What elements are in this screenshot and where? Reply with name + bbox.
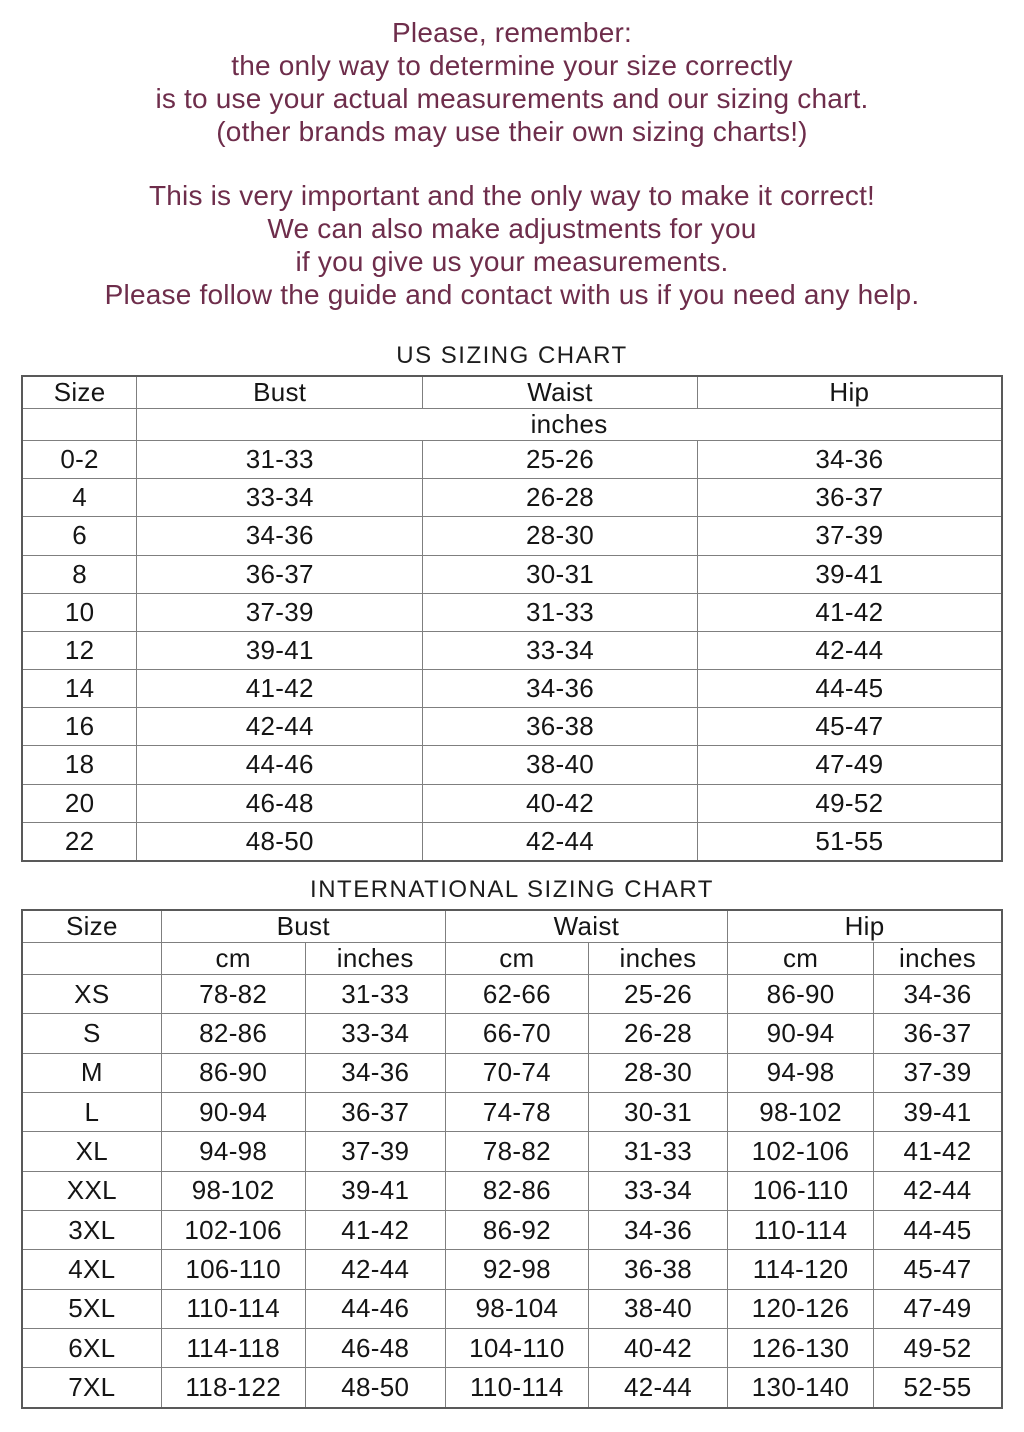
size-cell: 22 bbox=[22, 822, 137, 861]
measurement-cell: 34-36 bbox=[874, 975, 1002, 1014]
measurement-cell: 33-34 bbox=[305, 1014, 445, 1053]
table-row bbox=[22, 1171, 1002, 1210]
measurement-cell: 94-98 bbox=[728, 1053, 874, 1092]
measurement-cell: 36-37 bbox=[874, 1014, 1002, 1053]
measurement-cell: 31-33 bbox=[137, 441, 423, 479]
size-cell: L bbox=[22, 1093, 161, 1132]
measurement-cell: 106-110 bbox=[728, 1171, 874, 1210]
table-row bbox=[22, 1250, 1002, 1289]
measurement-cell: 51-55 bbox=[697, 822, 1002, 861]
size-cell: XL bbox=[22, 1132, 161, 1171]
measurement-cell: 36-38 bbox=[423, 708, 697, 746]
measurement-cell: 62-66 bbox=[445, 975, 588, 1014]
table-row bbox=[22, 517, 1002, 555]
measurement-cell: 118-122 bbox=[161, 1368, 305, 1408]
table-row bbox=[22, 1093, 1002, 1132]
intl-sizing-table bbox=[21, 909, 1003, 1409]
measurement-cell: 42-44 bbox=[588, 1368, 727, 1408]
paragraph-gap bbox=[0, 148, 1024, 179]
empty-cell bbox=[22, 943, 161, 975]
measurement-cell: 42-44 bbox=[697, 631, 1002, 669]
table-row bbox=[22, 631, 1002, 669]
size-cell: 6 bbox=[22, 517, 137, 555]
size-cell: 4 bbox=[22, 479, 137, 517]
size-cell: 5XL bbox=[22, 1289, 161, 1328]
measurement-cell: 86-90 bbox=[728, 975, 874, 1014]
column-header-size: Size bbox=[22, 376, 137, 409]
measurement-cell: 49-52 bbox=[697, 784, 1002, 822]
measurement-cell: 106-110 bbox=[161, 1250, 305, 1289]
size-cell: 0-2 bbox=[22, 441, 137, 479]
table-row bbox=[22, 1368, 1002, 1408]
size-cell: 12 bbox=[22, 631, 137, 669]
measurement-cell: 78-82 bbox=[161, 975, 305, 1014]
intro-line: This is very important and the only way to make it correct! bbox=[148, 180, 876, 211]
measurement-cell: 40-42 bbox=[588, 1329, 727, 1368]
intro-line: (other brands may use their own sizing charts!) bbox=[216, 116, 808, 147]
measurement-cell: 98-104 bbox=[445, 1289, 588, 1328]
empty-cell bbox=[22, 409, 137, 441]
intro-line: if you give us your measurements. bbox=[295, 246, 729, 277]
measurement-cell: 37-39 bbox=[305, 1132, 445, 1171]
table-row bbox=[22, 479, 1002, 517]
measurement-cell: 36-38 bbox=[588, 1250, 727, 1289]
table-row bbox=[22, 746, 1002, 784]
measurement-cell: 86-92 bbox=[445, 1211, 588, 1250]
header-row bbox=[22, 376, 1002, 409]
measurement-cell: 36-37 bbox=[305, 1093, 445, 1132]
measurement-cell: 98-102 bbox=[728, 1093, 874, 1132]
measurement-cell: 47-49 bbox=[697, 746, 1002, 784]
measurement-cell: 41-42 bbox=[305, 1211, 445, 1250]
measurement-cell: 86-90 bbox=[161, 1053, 305, 1092]
units-cell-waist-inches: inches bbox=[588, 943, 727, 975]
measurement-cell: 28-30 bbox=[588, 1053, 727, 1092]
measurement-cell: 46-48 bbox=[305, 1329, 445, 1368]
table-row bbox=[22, 670, 1002, 708]
measurement-cell: 82-86 bbox=[161, 1014, 305, 1053]
measurement-cell: 39-41 bbox=[137, 631, 423, 669]
intro-line: the only way to determine your size correctly bbox=[231, 50, 793, 81]
measurement-cell: 39-41 bbox=[874, 1093, 1002, 1132]
measurement-cell: 92-98 bbox=[445, 1250, 588, 1289]
measurement-cell: 36-37 bbox=[697, 479, 1002, 517]
intro-text bbox=[0, 0, 1024, 311]
measurement-cell: 39-41 bbox=[697, 555, 1002, 593]
column-header-hip: Hip bbox=[697, 376, 1002, 409]
measurement-cell: 25-26 bbox=[423, 441, 697, 479]
size-cell: XS bbox=[22, 975, 161, 1014]
measurement-cell: 31-33 bbox=[305, 975, 445, 1014]
measurement-cell: 104-110 bbox=[445, 1329, 588, 1368]
measurement-cell: 45-47 bbox=[697, 708, 1002, 746]
table-row bbox=[22, 555, 1002, 593]
measurement-cell: 26-28 bbox=[588, 1014, 727, 1053]
measurement-cell: 42-44 bbox=[874, 1171, 1002, 1210]
measurement-cell: 37-39 bbox=[697, 517, 1002, 555]
us-chart-title: US SIZING CHART bbox=[396, 342, 628, 369]
size-cell: 10 bbox=[22, 593, 137, 631]
measurement-cell: 110-114 bbox=[161, 1289, 305, 1328]
measurement-cell: 34-36 bbox=[588, 1211, 727, 1250]
measurement-cell: 98-102 bbox=[161, 1171, 305, 1210]
table-row bbox=[22, 1211, 1002, 1250]
column-header-bust: Bust bbox=[161, 910, 445, 943]
measurement-cell: 120-126 bbox=[728, 1289, 874, 1328]
intro-line: is to use your actual measurements and our sizing chart. bbox=[155, 83, 869, 114]
measurement-cell: 44-46 bbox=[305, 1289, 445, 1328]
measurement-cell: 34-36 bbox=[423, 670, 697, 708]
measurement-cell: 34-36 bbox=[137, 517, 423, 555]
measurement-cell: 45-47 bbox=[874, 1250, 1002, 1289]
measurement-cell: 37-39 bbox=[874, 1053, 1002, 1092]
column-header-size: Size bbox=[22, 910, 161, 943]
measurement-cell: 94-98 bbox=[161, 1132, 305, 1171]
size-cell: M bbox=[22, 1053, 161, 1092]
intl-chart-title: INTERNATIONAL SIZING CHART bbox=[310, 876, 714, 903]
measurement-cell: 102-106 bbox=[161, 1211, 305, 1250]
header-row bbox=[22, 910, 1002, 943]
measurement-cell: 44-46 bbox=[137, 746, 423, 784]
measurement-cell: 31-33 bbox=[588, 1132, 727, 1171]
table-row bbox=[22, 1289, 1002, 1328]
units-cell-hip-inches: inches bbox=[874, 943, 1002, 975]
measurement-cell: 90-94 bbox=[728, 1014, 874, 1053]
measurement-cell: 44-45 bbox=[874, 1211, 1002, 1250]
units-cell-bust-inches: inches bbox=[305, 943, 445, 975]
measurement-cell: 40-42 bbox=[423, 784, 697, 822]
table-row bbox=[22, 822, 1002, 861]
measurement-cell: 48-50 bbox=[305, 1368, 445, 1408]
measurement-cell: 31-33 bbox=[423, 593, 697, 631]
size-cell: 6XL bbox=[22, 1329, 161, 1368]
table-row bbox=[22, 1014, 1002, 1053]
units-row bbox=[22, 943, 1002, 975]
size-cell: 14 bbox=[22, 670, 137, 708]
measurement-cell: 102-106 bbox=[728, 1132, 874, 1171]
measurement-cell: 82-86 bbox=[445, 1171, 588, 1210]
measurement-cell: 66-70 bbox=[445, 1014, 588, 1053]
measurement-cell: 114-120 bbox=[728, 1250, 874, 1289]
units-row bbox=[22, 409, 1002, 441]
us-sizing-table bbox=[21, 375, 1003, 862]
column-header-bust: Bust bbox=[137, 376, 423, 409]
measurement-cell: 110-114 bbox=[445, 1368, 588, 1408]
units-cell-waist-cm: cm bbox=[445, 943, 588, 975]
measurement-cell: 30-31 bbox=[423, 555, 697, 593]
table-row bbox=[22, 784, 1002, 822]
measurement-cell: 38-40 bbox=[423, 746, 697, 784]
measurement-cell: 46-48 bbox=[137, 784, 423, 822]
size-cell: 8 bbox=[22, 555, 137, 593]
units-cell: inches bbox=[137, 409, 1002, 441]
measurement-cell: 78-82 bbox=[445, 1132, 588, 1171]
measurement-cell: 47-49 bbox=[874, 1289, 1002, 1328]
measurement-cell: 25-26 bbox=[588, 975, 727, 1014]
size-cell: 20 bbox=[22, 784, 137, 822]
measurement-cell: 38-40 bbox=[588, 1289, 727, 1328]
measurement-cell: 110-114 bbox=[728, 1211, 874, 1250]
measurement-cell: 33-34 bbox=[588, 1171, 727, 1210]
column-header-hip: Hip bbox=[728, 910, 1002, 943]
table-row bbox=[22, 593, 1002, 631]
measurement-cell: 39-41 bbox=[305, 1171, 445, 1210]
column-header-waist: Waist bbox=[423, 376, 697, 409]
measurement-cell: 34-36 bbox=[305, 1053, 445, 1092]
measurement-cell: 41-42 bbox=[874, 1132, 1002, 1171]
measurement-cell: 30-31 bbox=[588, 1093, 727, 1132]
measurement-cell: 42-44 bbox=[137, 708, 423, 746]
measurement-cell: 34-36 bbox=[697, 441, 1002, 479]
measurement-cell: 42-44 bbox=[305, 1250, 445, 1289]
table-row bbox=[22, 441, 1002, 479]
measurement-cell: 74-78 bbox=[445, 1093, 588, 1132]
column-header-waist: Waist bbox=[445, 910, 727, 943]
size-cell: 7XL bbox=[22, 1368, 161, 1408]
measurement-cell: 114-118 bbox=[161, 1329, 305, 1368]
units-cell-hip-cm: cm bbox=[728, 943, 874, 975]
intro-line: Please, remember: bbox=[392, 17, 632, 48]
measurement-cell: 36-37 bbox=[137, 555, 423, 593]
intro-line: Please follow the guide and contact with us if you need any help. bbox=[104, 279, 920, 310]
measurement-cell: 37-39 bbox=[137, 593, 423, 631]
table-row bbox=[22, 1053, 1002, 1092]
size-cell: XXL bbox=[22, 1171, 161, 1210]
measurement-cell: 41-42 bbox=[697, 593, 1002, 631]
measurement-cell: 130-140 bbox=[728, 1368, 874, 1408]
measurement-cell: 126-130 bbox=[728, 1329, 874, 1368]
table-row bbox=[22, 708, 1002, 746]
table-row bbox=[22, 1132, 1002, 1171]
measurement-cell: 33-34 bbox=[423, 631, 697, 669]
measurement-cell: 33-34 bbox=[137, 479, 423, 517]
measurement-cell: 49-52 bbox=[874, 1329, 1002, 1368]
size-cell: 4XL bbox=[22, 1250, 161, 1289]
size-cell: 18 bbox=[22, 746, 137, 784]
size-cell: 3XL bbox=[22, 1211, 161, 1250]
measurement-cell: 28-30 bbox=[423, 517, 697, 555]
table-row bbox=[22, 975, 1002, 1014]
measurement-cell: 48-50 bbox=[137, 822, 423, 861]
table-row bbox=[22, 1329, 1002, 1368]
units-cell-bust-cm: cm bbox=[161, 943, 305, 975]
measurement-cell: 44-45 bbox=[697, 670, 1002, 708]
size-cell: S bbox=[22, 1014, 161, 1053]
measurement-cell: 52-55 bbox=[874, 1368, 1002, 1408]
measurement-cell: 42-44 bbox=[423, 822, 697, 861]
measurement-cell: 26-28 bbox=[423, 479, 697, 517]
measurement-cell: 70-74 bbox=[445, 1053, 588, 1092]
intro-line: We can also make adjustments for you bbox=[267, 213, 757, 244]
measurement-cell: 41-42 bbox=[137, 670, 423, 708]
size-cell: 16 bbox=[22, 708, 137, 746]
measurement-cell: 90-94 bbox=[161, 1093, 305, 1132]
